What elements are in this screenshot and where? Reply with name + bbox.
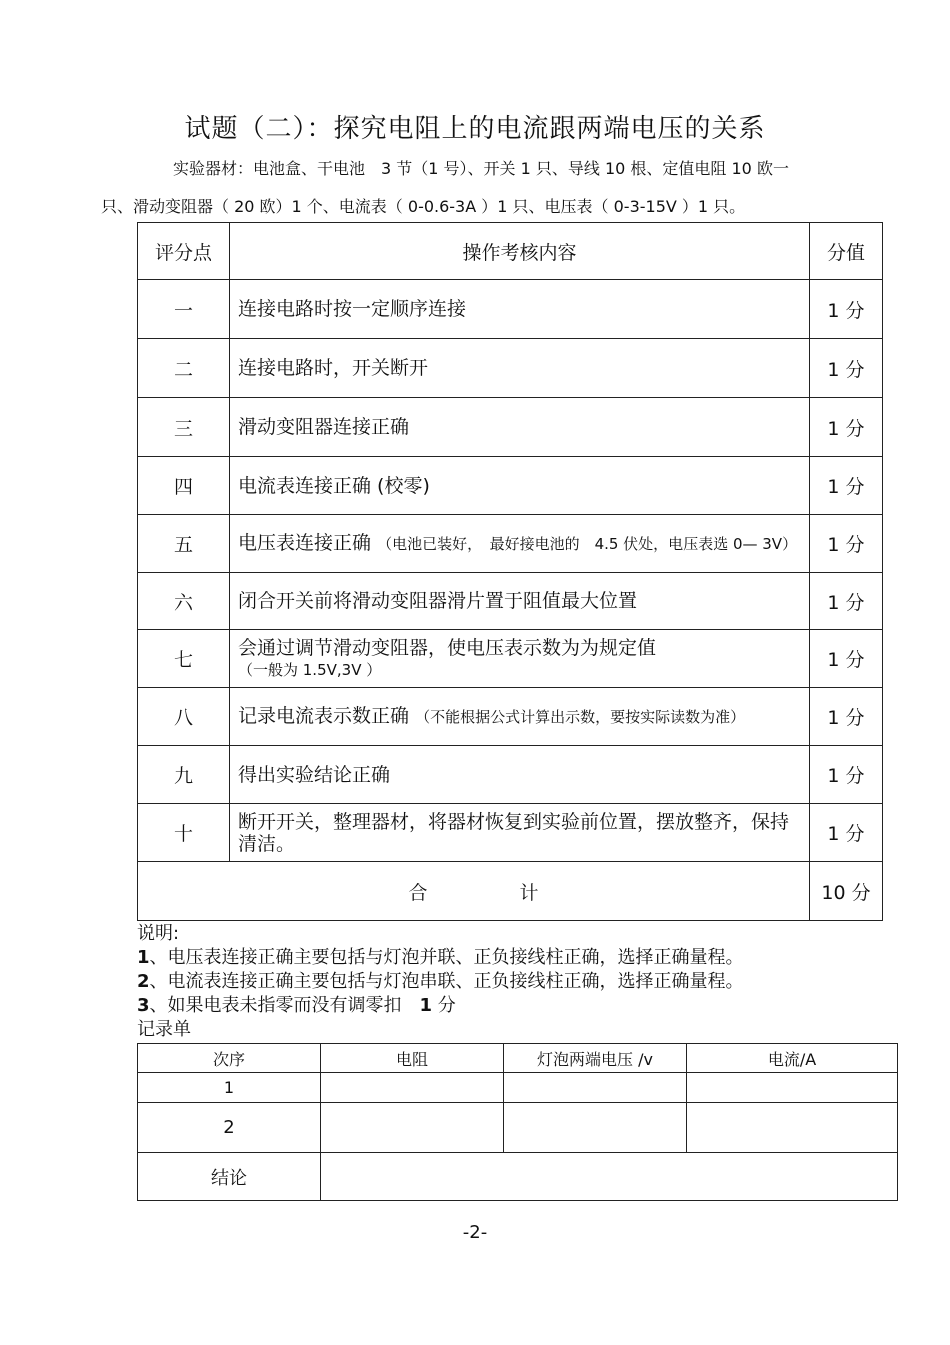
total-label — [138, 862, 810, 921]
record-row-label: 2 — [138, 1103, 321, 1153]
row-main-text: 滑动变阻器连接正确 — [238, 416, 410, 438]
note-item — [137, 970, 744, 994]
total-label-b: 计 — [519, 881, 539, 904]
page-title: 试题（二）：探究电阻上的电流跟两端电压的关系 — [184, 114, 766, 144]
materials-line-2: 只、滑动变阻器（ 20 欧）1 个、电流表（ 0-0.6-3A ）1 只、电压表（ 0-3-15V ）1 只。 — [101, 197, 746, 216]
row-score: 1 分 — [810, 515, 883, 573]
row-content — [230, 398, 810, 457]
note-number: 2 — [137, 971, 150, 992]
row-main-text: 闭合开关前将滑动变阻器滑片置于阻值最大位置 — [238, 590, 638, 612]
note-number: 3 — [137, 995, 150, 1016]
record-header-resistance: 电阻 — [321, 1044, 504, 1073]
row-main-text: 连接电路时，开关断开 — [238, 357, 429, 379]
record-table — [137, 1043, 898, 1201]
scoring-table — [137, 222, 883, 921]
row-content — [230, 573, 810, 630]
record-conclusion-cell — [321, 1153, 898, 1201]
record-row — [138, 1103, 898, 1153]
row-number: 六 — [138, 573, 230, 630]
table-row — [138, 515, 883, 573]
row-content — [230, 630, 810, 688]
row-number: 一 — [138, 280, 230, 339]
row-note-text: （不能根据公式计算出示数，要按实际读数为准） — [415, 708, 746, 726]
header-score: 分值 — [810, 223, 883, 280]
record-cell — [504, 1073, 687, 1103]
row-content — [230, 280, 810, 339]
table-row — [138, 339, 883, 398]
note-item — [137, 946, 744, 970]
row-score: 1 分 — [810, 398, 883, 457]
table-row — [138, 398, 883, 457]
row-number: 三 — [138, 398, 230, 457]
row-main-text: 断开开关，整理器材，将器材恢复到实验前位置，摆放整齐，保持清洁。 — [238, 810, 790, 855]
row-content — [230, 804, 810, 862]
note-item — [137, 994, 744, 1018]
record-cell — [321, 1103, 504, 1153]
record-header-order: 次序 — [138, 1044, 321, 1073]
notes-section — [137, 922, 744, 1042]
record-cell — [321, 1073, 504, 1103]
row-content — [230, 746, 810, 804]
materials-paragraph — [101, 150, 882, 226]
record-cell — [504, 1103, 687, 1153]
row-score: 1 分 — [810, 573, 883, 630]
row-content — [230, 515, 810, 573]
record-conclusion-label: 结论 — [138, 1153, 321, 1201]
materials-line-1: 实验器材：电池盒、干电池 3 节（1 号）、开关 1 只、导线 10 根、定值电阻 10 欧一 — [173, 159, 789, 178]
row-main-text: 得出实验结论正确 — [238, 763, 391, 786]
row-score: 1 分 — [810, 457, 883, 515]
note-text: 、电流表连接正确主要包括与灯泡串联、正负接线柱正确，选择正确量程。 — [149, 971, 744, 992]
record-cell — [687, 1103, 898, 1153]
row-content — [230, 339, 810, 398]
row-score: 1 分 — [810, 630, 883, 688]
page-number: -2- — [462, 1222, 488, 1243]
note-tail: 分 — [432, 995, 456, 1016]
note-text: 、电压表连接正确主要包括与灯泡并联、正负接线柱正确，选择正确量程。 — [149, 947, 744, 968]
row-number: 七 — [138, 630, 230, 688]
row-content — [230, 457, 810, 515]
note-text: 、如果电表未指零而没有调零扣 — [149, 995, 420, 1016]
row-main-text: 电压表连接正确 — [238, 532, 372, 554]
note-deduction-value: 1 — [419, 995, 433, 1016]
row-number: 二 — [138, 339, 230, 398]
row-number: 九 — [138, 746, 230, 804]
row-main-text: 记录电流表示数正确 — [238, 705, 410, 727]
row-score: 1 分 — [810, 746, 883, 804]
row-main-text: 连接电路时按一定顺序连接 — [238, 298, 467, 320]
record-cell — [687, 1073, 898, 1103]
row-number: 十 — [138, 804, 230, 862]
scoring-header-row — [138, 223, 883, 280]
note-number: 1 — [137, 947, 150, 968]
row-number: 八 — [138, 688, 230, 746]
total-label-a: 合 — [408, 881, 428, 904]
record-row-label: 1 — [138, 1073, 321, 1103]
row-note-text: （一般为 1.5V,3V ） — [238, 660, 382, 679]
record-row — [138, 1073, 898, 1103]
table-row — [138, 630, 883, 688]
row-score: 1 分 — [810, 804, 883, 862]
row-main-text: 电流表连接正确 (校零) — [238, 474, 430, 497]
table-row — [138, 746, 883, 804]
row-score: 1 分 — [810, 280, 883, 339]
row-number: 四 — [138, 457, 230, 515]
header-point: 评分点 — [138, 223, 230, 280]
table-row — [138, 457, 883, 515]
total-row — [138, 862, 883, 921]
record-header-row — [138, 1044, 898, 1073]
row-score: 1 分 — [810, 339, 883, 398]
table-row — [138, 688, 883, 746]
row-score: 1 分 — [810, 688, 883, 746]
notes-heading: 说明: — [137, 923, 180, 944]
row-main-text: 会通过调节滑动变阻器，使电压表示数为为规定值 — [238, 636, 657, 659]
table-row — [138, 573, 883, 630]
header-content: 操作考核内容 — [230, 223, 810, 280]
row-number: 五 — [138, 515, 230, 573]
record-conclusion-row — [138, 1153, 898, 1201]
table-row — [138, 280, 883, 339]
table-row — [138, 804, 883, 862]
row-content — [230, 688, 810, 746]
record-header-current: 电流/A — [687, 1044, 898, 1073]
record-header-voltage: 灯泡两端电压 /v — [504, 1044, 687, 1073]
record-heading: 记录单 — [137, 1019, 191, 1040]
total-score: 10 分 — [810, 862, 883, 921]
row-note-text: （电池已装好， 最好接电池的 4.5 伏处，电压表选 0— 3V） — [377, 535, 798, 553]
